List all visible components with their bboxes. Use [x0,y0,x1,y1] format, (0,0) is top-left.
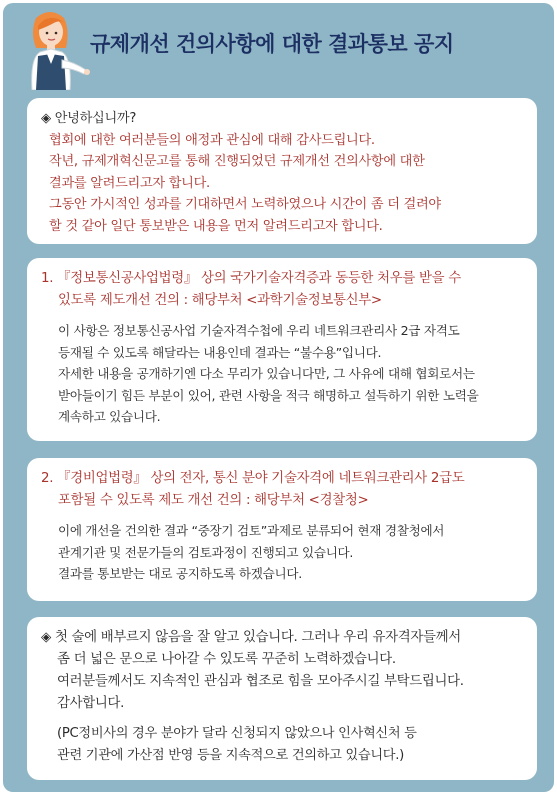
section1-body-line: 이 사항은 정보통신공사업 기술자격수첩에 우리 네트워크관리사 2급 자격도 [58,323,460,338]
intro-line: 결과를 알려드리고자 합니다. [49,175,210,191]
section2-body-line: 결과를 통보받는 대로 공지하도록 하겠습니다. [58,566,302,581]
closing-line: 감사합니다. [57,696,125,711]
greeting: ◈ 안녕하십니까? [41,111,137,126]
section2-body-line: 관계기관 및 전문가들의 검토과정이 진행되고 있습니다. [58,544,354,560]
intro-line: 할 것 같아 일단 통보받은 내용을 먼저 알려드리고자 합니다. [49,218,383,234]
closing-line: 좀 더 넓은 문으로 나아갈 수 있도록 꾸준히 노력하겠습니다. [57,652,396,667]
intro-line: 그동안 가시적인 성과를 기대하면서 노력하였으나 시간이 좀 더 걸려야 [49,197,441,212]
closing-line: 여러분들께서도 지속적인 관심과 협조로 힘을 모아주시길 부탁드립니다. [57,674,464,689]
closing-note-line: 관련 기관에 가산점 반영 등을 지속적으로 건의하고 있습니다.) [57,748,404,763]
intro-line: 작년, 규제개혁신문고를 통해 진행되었던 규제개선 건의사항에 대한 [49,154,425,169]
page-title: 규제개선 건의사항에 대한 결과통보 공지 [90,32,454,56]
section1-body-line: 계속하고 있습니다. [58,409,161,424]
section1-body-line: 자세한 내용을 공개하기엔 다소 무리가 있습니다만, 그 사유에 대해 협회로서는 [58,366,475,381]
section1-body-line: 등재될 수 있도록 해달라는 내용인데 결과는 “불수용”입니다. [58,344,382,360]
closing-note-line: (PC정비사의 경우 분야가 달라 신청되지 않았으나 인사혁신처 등 [57,726,417,741]
section2-body-line: 이에 개선을 건의한 결과 “중장기 검토”과제로 분류되어 현재 경찰청에서 [58,523,445,538]
section2-card [27,458,537,601]
section2-heading-cont: 포함될 수 있도록 제도 개선 건의 : 해당부처 <경찰청> [58,493,369,508]
person-presenting-icon [14,8,92,90]
section2-heading: 2. 『경비업법령』 상의 전자, 통신 분야 기술자격에 네트워크관리사 2급도 [41,471,465,486]
section1-body-line: 받아들이기 힘든 부분이 있어, 관련 사항을 적극 해명하고 설득하기 위한 노력을 [58,387,479,403]
closing-line: ◈ 첫 술에 배부르지 않음을 잘 알고 있습니다. 그러나 우리 유자격자들께서 [41,630,461,645]
header [0,0,557,90]
intro-card [27,98,537,244]
closing-card [27,617,537,780]
intro-line: 협회에 대한 여러분들의 애정과 관심에 대해 감사드립니다. [49,132,375,148]
section1-heading-cont: 있도록 제도개선 건의 : 해당부처 <과학기술정보통신부> [58,293,382,308]
section1-heading: 1. 『정보통신공사업법령』 상의 국가기술자격증과 동등한 처우를 받을 수 [41,271,461,286]
section1-card [27,258,537,441]
